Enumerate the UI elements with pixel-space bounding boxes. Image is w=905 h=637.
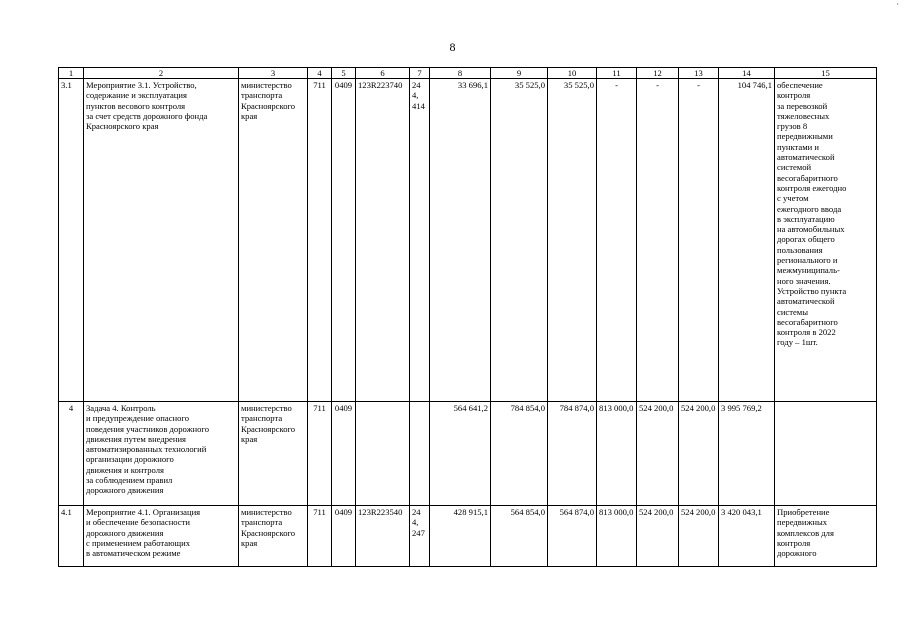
table-row [59,506,877,567]
program-table [58,67,877,567]
expected-result: Приобретение передвижных комплексов для контроля дорожного [775,506,877,567]
amount-col10: 784 874,0 [548,402,597,506]
section-code: 0409 [332,506,356,567]
header-cell: 10 [548,68,597,79]
amount-total: 3 995 769,2 [719,402,775,506]
header-cell: 3 [239,68,308,79]
amount-col9: 564 854,0 [491,506,548,567]
header-cell: 13 [679,68,719,79]
expected-result [775,402,877,506]
table-row [59,402,877,506]
expense-type [410,402,430,506]
header-cell: 15 [775,68,877,79]
target-article: 123R223740 [356,79,410,402]
row-number: 3.1 [59,79,84,402]
row-number: 4.1 [59,506,84,567]
header-cell: 12 [637,68,679,79]
measure-name: Задача 4. Контроль и предупреждение опасного поведения участников дорожного движения путем внедрения автоматизированных технологий организации дорожного движения и контроля за соблюдением правил дорожного движения [84,402,239,506]
header-cell: 9 [491,68,548,79]
header-cell: 8 [430,68,491,79]
amount-col12: 524 200,0 [637,402,679,506]
expected-result: обеспечение контроля за перевозкой тяжеловесных грузов 8 передвижными пунктами и автоматической системой весогабаритного контроля ежегодно с учетом ежегодного ввода в эксплуатацию на автомобильных дорогах общего пользования регионального и межмуниципаль- ного значения. Устройство пункта автоматической системы весогабаритного контроля в 2022 году – 1шт. [775,79,877,402]
header-cell: 14 [719,68,775,79]
grbs-code: 711 [308,402,332,506]
amount-col10: 35 525,0 [548,79,597,402]
amount-col11: 813 000,0 [597,506,637,567]
target-article: 123R223540 [356,506,410,567]
amount-col13: 524 200,0 [679,402,719,506]
row-number: 4 [59,402,84,506]
executor: министерство транспорта Красноярского края [239,402,308,506]
amount-col12: - [637,79,679,402]
executor: министерство транспорта Красноярского края [239,506,308,567]
corner-mark: · [896,0,899,9]
amount-col8: 33 696,1 [430,79,491,402]
amount-col13: 524 200,0 [679,506,719,567]
header-cell: 2 [84,68,239,79]
expense-type: 244, 247 [410,506,430,567]
amount-col10: 564 874,0 [548,506,597,567]
amount-col12: 524 200,0 [637,506,679,567]
executor: министерство транспорта Красноярского края [239,79,308,402]
header-cell: 11 [597,68,637,79]
measure-name: Мероприятие 4.1. Организация и обеспечение безопасности дорожного движения с применением работающих в автоматическом режиме [84,506,239,567]
target-article [356,402,410,506]
amount-total: 3 420 043,1 [719,506,775,567]
amount-col8: 428 915,1 [430,506,491,567]
grbs-code: 711 [308,79,332,402]
amount-col11: 813 000,0 [597,402,637,506]
header-cell: 6 [356,68,410,79]
header-row [59,68,877,79]
header-cell: 7 [410,68,430,79]
page-number: 8 [449,40,456,54]
amount-col13: - [679,79,719,402]
amount-col8: 564 641,2 [430,402,491,506]
amount-col11: - [597,79,637,402]
amount-col9: 35 525,0 [491,79,548,402]
amount-total: 104 746,1 [719,79,775,402]
section-code: 0409 [332,79,356,402]
header-cell: 1 [59,68,84,79]
expense-type: 244, 414 [410,79,430,402]
header-cell: 4 [308,68,332,79]
table-row [59,79,877,402]
grbs-code: 711 [308,506,332,567]
amount-col9: 784 854,0 [491,402,548,506]
section-code: 0409 [332,402,356,506]
measure-name: Мероприятие 3.1. Устройство, содержание и эксплуатация пунктов весового контроля за счет средств дорожного фонда Красноярского края [84,79,239,402]
header-cell: 5 [332,68,356,79]
